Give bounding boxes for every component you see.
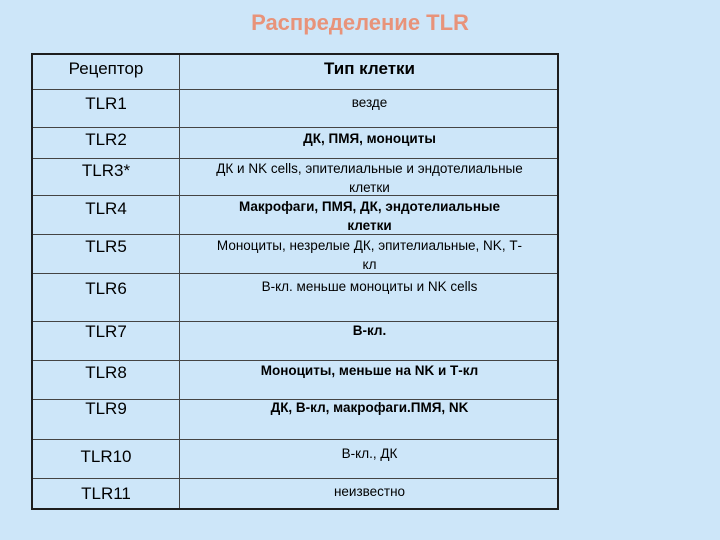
receptor-cell: TLR9 [85,399,127,418]
receptor-cell: TLR10 [80,447,132,466]
cell-line: Моноциты, незрелые ДК, эпителиальные, NK, Т- [216,238,523,253]
cell-type-cell: В-кл., ДК [341,446,398,461]
cell-type-cell: неизвестно [333,484,406,499]
cell-type-cell [180,159,559,197]
cell-type-cell: ДК, ПМЯ, моноциты [303,131,436,146]
page-title: Распределение TLR [251,10,469,35]
tlr-table [31,53,559,510]
cell-type-cell [180,197,559,235]
cell-line: клетки [347,218,392,233]
receptor-cell: TLR6 [85,279,127,298]
receptor-cell: TLR2 [85,130,127,149]
receptor-cell: TLR5 [85,237,127,256]
row-divider [33,439,557,440]
cell-type-cell: Моноциты, меньше на NK и Т-кл [260,363,479,378]
row-divider [33,127,557,128]
cell-line: ДК и NK cells, эпителиальные и эндотелиальные [216,161,523,176]
receptor-cell: TLR1 [85,94,127,113]
header-receptor: Рецептор [68,59,144,78]
receptor-cell: TLR11 [81,484,131,503]
cell-type-cell: В-кл. [352,323,387,338]
receptor-cell: TLR8 [85,363,127,382]
row-divider [33,478,557,479]
cell-type-cell [180,236,559,274]
receptor-cell: TLR3* [81,161,131,180]
receptor-cell: TLR4 [85,199,127,218]
cell-type-cell: везде [351,95,388,110]
cell-line: кл [362,257,377,272]
receptor-cell: TLR7 [85,322,127,341]
cell-line: Макрофаги, ПМЯ, ДК, эндотелиальные [238,199,501,214]
cell-type-cell: В-кл. меньше моноциты и NK cells [261,279,478,294]
header-cell-type: Тип клетки [324,59,415,78]
row-divider [33,89,557,90]
cell-type-cell: ДК, В-кл, макрофаги.ПМЯ, NK [270,400,469,415]
cell-line: клетки [349,180,390,195]
